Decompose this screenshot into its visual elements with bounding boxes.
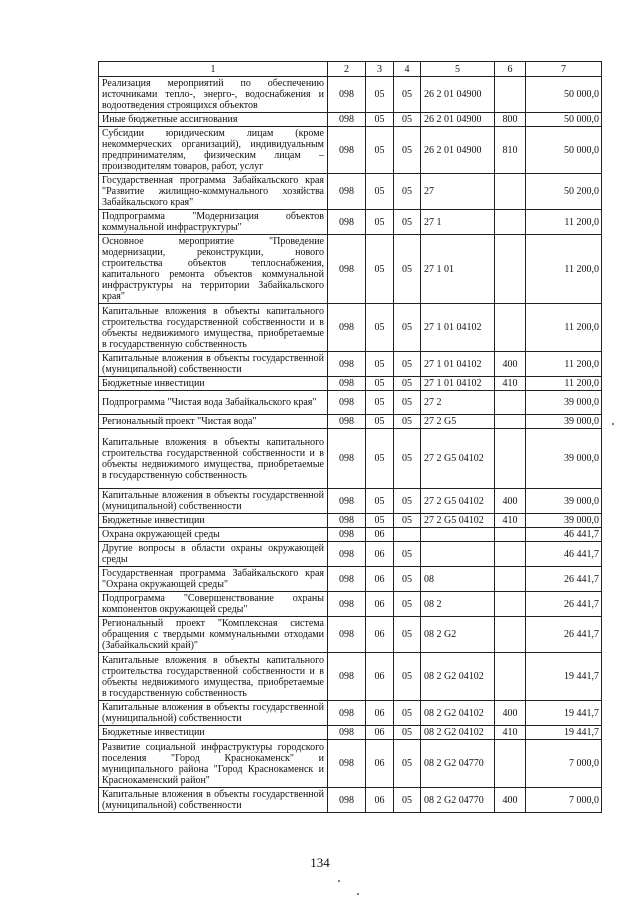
row-target-article-cell: 27 1 01 — [421, 235, 495, 304]
table-row — [99, 528, 602, 542]
row-target-article-cell: 27 — [421, 174, 495, 210]
row-name-cell: Капитальные вложения в объекты государственной (муниципальной) собственности — [99, 788, 328, 813]
row-section-cell: 05 — [366, 174, 394, 210]
row-expense-type-cell: 410 — [495, 514, 526, 528]
row-subsection-cell: 05 — [394, 127, 421, 174]
row-name-cell: Другие вопросы в области охраны окружающей среды — [99, 542, 328, 567]
table-row — [99, 210, 602, 235]
row-name-cell: Государственная программа Забайкальского края "Развитие жилищно-коммунального хозяйства Забайкальского края" — [99, 174, 328, 210]
row-subsection-cell: 05 — [394, 304, 421, 352]
row-target-article-cell: 08 2 G2 04102 — [421, 653, 495, 701]
row-section-cell: 05 — [366, 210, 394, 235]
row-expense-type-cell: 810 — [495, 127, 526, 174]
header-cell-7: 7 — [526, 62, 602, 77]
row-subsection-cell: 05 — [394, 592, 421, 617]
header-cell-5: 5 — [421, 62, 495, 77]
table-row — [99, 701, 602, 726]
row-code-admin-cell: 098 — [328, 113, 366, 127]
row-expense-type-cell — [495, 210, 526, 235]
row-subsection-cell: 05 — [394, 653, 421, 701]
row-target-article-cell: 27 2 G5 04102 — [421, 514, 495, 528]
row-amount-cell: 39 000,0 — [526, 489, 602, 514]
row-subsection-cell: 05 — [394, 567, 421, 592]
row-amount-cell: 26 441,7 — [526, 567, 602, 592]
row-target-article-cell: 27 1 01 04102 — [421, 352, 495, 377]
header-row — [99, 62, 602, 77]
row-name-cell: Субсидии юридическим лицам (кроме некоммерческих организаций), индивидуальным предпринимателям, физическим лицам – производителям товаров, работ, услуг — [99, 127, 328, 174]
table-row — [99, 113, 602, 127]
row-name-cell: Капитальные вложения в объекты государственной (муниципальной) собственности — [99, 701, 328, 726]
row-subsection-cell: 05 — [394, 377, 421, 391]
row-amount-cell: 50 000,0 — [526, 113, 602, 127]
row-amount-cell: 19 441,7 — [526, 701, 602, 726]
row-amount-cell: 7 000,0 — [526, 788, 602, 813]
row-target-article-cell: 08 2 G2 — [421, 617, 495, 653]
table-row — [99, 726, 602, 740]
row-code-admin-cell: 098 — [328, 567, 366, 592]
table-row — [99, 567, 602, 592]
row-target-article-cell: 08 2 G2 04102 — [421, 726, 495, 740]
row-target-article-cell: 27 1 — [421, 210, 495, 235]
row-code-admin-cell: 098 — [328, 77, 366, 113]
row-amount-cell: 39 000,0 — [526, 514, 602, 528]
row-section-cell: 06 — [366, 701, 394, 726]
row-section-cell: 06 — [366, 567, 394, 592]
row-amount-cell: 19 441,7 — [526, 726, 602, 740]
row-subsection-cell: 05 — [394, 174, 421, 210]
row-section-cell: 05 — [366, 415, 394, 429]
row-code-admin-cell: 098 — [328, 174, 366, 210]
row-expense-type-cell — [495, 391, 526, 415]
row-expense-type-cell — [495, 235, 526, 304]
row-code-admin-cell: 098 — [328, 542, 366, 567]
row-name-cell: Капитальные вложения в объекты капитального строительства государственной собственности и в объекты недвижимого имущества, приобретаемые в государственную собственность — [99, 429, 328, 489]
row-subsection-cell: 05 — [394, 235, 421, 304]
row-amount-cell: 7 000,0 — [526, 740, 602, 788]
row-target-article-cell: 08 2 G2 04102 — [421, 701, 495, 726]
row-subsection-cell: 05 — [394, 352, 421, 377]
row-name-cell: Иные бюджетные ассигнования — [99, 113, 328, 127]
row-amount-cell: 11 200,0 — [526, 210, 602, 235]
row-expense-type-cell — [495, 653, 526, 701]
row-expense-type-cell — [495, 592, 526, 617]
table-row — [99, 174, 602, 210]
row-expense-type-cell — [495, 174, 526, 210]
row-subsection-cell: 05 — [394, 415, 421, 429]
row-target-article-cell: 26 2 01 04900 — [421, 127, 495, 174]
row-name-cell: Капитальные вложения в объекты капитального строительства государственной собственности и в объекты недвижимого имущества, приобретаемые в государственную собственность — [99, 653, 328, 701]
row-amount-cell: 11 200,0 — [526, 304, 602, 352]
row-code-admin-cell: 098 — [328, 391, 366, 415]
table-row — [99, 127, 602, 174]
row-target-article-cell: 08 — [421, 567, 495, 592]
row-section-cell: 05 — [366, 235, 394, 304]
scan-speck — [338, 880, 340, 882]
table-row — [99, 788, 602, 813]
table-row — [99, 653, 602, 701]
row-section-cell: 05 — [366, 429, 394, 489]
row-section-cell: 05 — [366, 113, 394, 127]
scan-speck — [612, 423, 614, 425]
row-name-cell: Подпрограмма "Совершенствование охраны компонентов окружающей среды" — [99, 592, 328, 617]
table-row — [99, 304, 602, 352]
row-amount-cell: 39 000,0 — [526, 429, 602, 489]
row-subsection-cell: 05 — [394, 77, 421, 113]
row-subsection-cell — [394, 528, 421, 542]
row-amount-cell: 50 000,0 — [526, 127, 602, 174]
row-name-cell: Региональный проект "Чистая вода" — [99, 415, 328, 429]
row-expense-type-cell: 400 — [495, 788, 526, 813]
row-subsection-cell: 05 — [394, 210, 421, 235]
row-name-cell: Капитальные вложения в объекты государственной (муниципальной) собственности — [99, 489, 328, 514]
table-row — [99, 77, 602, 113]
row-section-cell: 05 — [366, 304, 394, 352]
row-code-admin-cell: 098 — [328, 235, 366, 304]
row-section-cell: 06 — [366, 617, 394, 653]
row-expense-type-cell: 400 — [495, 352, 526, 377]
row-code-admin-cell: 098 — [328, 514, 366, 528]
row-code-admin-cell: 098 — [328, 127, 366, 174]
row-name-cell: Бюджетные инвестиции — [99, 514, 328, 528]
row-section-cell: 05 — [366, 77, 394, 113]
row-name-cell: Основное мероприятие "Проведение модернизации, реконструкции, нового строительства объектов теплоснабжения, капитального ремонта объектов коммунальной инфраструктуры на территории Забайкальского края" — [99, 235, 328, 304]
row-section-cell: 06 — [366, 592, 394, 617]
table-row — [99, 391, 602, 415]
row-expense-type-cell — [495, 304, 526, 352]
row-subsection-cell: 05 — [394, 489, 421, 514]
row-target-article-cell: 27 2 G5 04102 — [421, 489, 495, 514]
row-section-cell: 06 — [366, 653, 394, 701]
row-amount-cell: 46 441,7 — [526, 528, 602, 542]
row-expense-type-cell — [495, 77, 526, 113]
row-target-article-cell: 26 2 01 04900 — [421, 113, 495, 127]
budget-table — [98, 61, 602, 813]
table-body — [99, 62, 602, 813]
table-row — [99, 235, 602, 304]
row-name-cell: Бюджетные инвестиции — [99, 377, 328, 391]
row-section-cell: 05 — [366, 489, 394, 514]
header-cell-1: 1 — [99, 62, 328, 77]
row-name-cell: Региональный проект "Комплексная система обращения с твердыми коммунальными отходами (Забайкальский край)" — [99, 617, 328, 653]
row-amount-cell: 50 000,0 — [526, 77, 602, 113]
table-row — [99, 415, 602, 429]
table-row — [99, 592, 602, 617]
row-code-admin-cell: 098 — [328, 592, 366, 617]
row-code-admin-cell: 098 — [328, 528, 366, 542]
table-row — [99, 617, 602, 653]
row-code-admin-cell: 098 — [328, 788, 366, 813]
row-amount-cell: 46 441,7 — [526, 542, 602, 567]
row-target-article-cell: 08 2 G2 04770 — [421, 788, 495, 813]
row-expense-type-cell — [495, 617, 526, 653]
row-amount-cell: 11 200,0 — [526, 235, 602, 304]
row-section-cell: 05 — [366, 127, 394, 174]
row-name-cell: Подпрограмма "Модернизация объектов коммунальной инфраструктуры" — [99, 210, 328, 235]
row-target-article-cell: 27 2 — [421, 391, 495, 415]
header-cell-2: 2 — [328, 62, 366, 77]
scan-speck — [357, 893, 359, 895]
row-section-cell: 05 — [366, 352, 394, 377]
row-target-article-cell: 26 2 01 04900 — [421, 77, 495, 113]
row-subsection-cell: 05 — [394, 113, 421, 127]
row-subsection-cell: 05 — [394, 617, 421, 653]
row-name-cell: Подпрограмма "Чистая вода Забайкальского края" — [99, 391, 328, 415]
row-amount-cell: 11 200,0 — [526, 352, 602, 377]
table-row — [99, 514, 602, 528]
row-amount-cell: 19 441,7 — [526, 653, 602, 701]
row-subsection-cell: 05 — [394, 788, 421, 813]
row-section-cell: 05 — [366, 391, 394, 415]
row-name-cell: Государственная программа Забайкальского края "Охрана окружающей среды" — [99, 567, 328, 592]
row-expense-type-cell: 400 — [495, 701, 526, 726]
header-cell-3: 3 — [366, 62, 394, 77]
header-cell-6: 6 — [495, 62, 526, 77]
row-code-admin-cell: 098 — [328, 352, 366, 377]
row-code-admin-cell: 098 — [328, 653, 366, 701]
row-section-cell: 05 — [366, 514, 394, 528]
row-subsection-cell: 05 — [394, 701, 421, 726]
row-target-article-cell: 27 1 01 04102 — [421, 377, 495, 391]
table-row — [99, 352, 602, 377]
row-subsection-cell: 05 — [394, 429, 421, 489]
row-expense-type-cell: 410 — [495, 377, 526, 391]
row-amount-cell: 26 441,7 — [526, 592, 602, 617]
header-cell-4: 4 — [394, 62, 421, 77]
row-expense-type-cell: 410 — [495, 726, 526, 740]
row-section-cell: 06 — [366, 542, 394, 567]
row-section-cell: 06 — [366, 740, 394, 788]
row-name-cell: Реализация мероприятий по обеспечению источниками тепло-, энерго-, водоснабжения и водоотведения строящихся объектов — [99, 77, 328, 113]
row-name-cell: Капитальные вложения в объекты капитального строительства государственной собственности и в объекты недвижимого имущества, приобретаемые в государственную собственность — [99, 304, 328, 352]
row-subsection-cell: 05 — [394, 391, 421, 415]
row-name-cell: Бюджетные инвестиции — [99, 726, 328, 740]
row-expense-type-cell — [495, 528, 526, 542]
row-expense-type-cell — [495, 567, 526, 592]
table-row — [99, 542, 602, 567]
row-subsection-cell: 05 — [394, 726, 421, 740]
row-amount-cell: 26 441,7 — [526, 617, 602, 653]
row-expense-type-cell — [495, 415, 526, 429]
table-row — [99, 377, 602, 391]
row-name-cell: Охрана окружающей среды — [99, 528, 328, 542]
row-subsection-cell: 05 — [394, 514, 421, 528]
row-code-admin-cell: 098 — [328, 701, 366, 726]
row-name-cell: Капитальные вложения в объекты государственной (муниципальной) собственности — [99, 352, 328, 377]
row-target-article-cell: 27 2 G5 04102 — [421, 429, 495, 489]
row-subsection-cell: 05 — [394, 542, 421, 567]
row-code-admin-cell: 098 — [328, 740, 366, 788]
row-code-admin-cell: 098 — [328, 415, 366, 429]
row-code-admin-cell: 098 — [328, 726, 366, 740]
row-section-cell: 05 — [366, 377, 394, 391]
row-expense-type-cell: 800 — [495, 113, 526, 127]
row-expense-type-cell — [495, 542, 526, 567]
row-section-cell: 06 — [366, 788, 394, 813]
page-number: 134 — [310, 855, 330, 870]
row-expense-type-cell — [495, 429, 526, 489]
row-target-article-cell: 27 1 01 04102 — [421, 304, 495, 352]
table-row — [99, 489, 602, 514]
row-subsection-cell: 05 — [394, 740, 421, 788]
row-target-article-cell: 08 2 G2 04770 — [421, 740, 495, 788]
row-code-admin-cell: 098 — [328, 489, 366, 514]
row-code-admin-cell: 098 — [328, 429, 366, 489]
row-code-admin-cell: 098 — [328, 377, 366, 391]
row-code-admin-cell: 098 — [328, 617, 366, 653]
row-target-article-cell: 08 2 — [421, 592, 495, 617]
table-row — [99, 429, 602, 489]
row-code-admin-cell: 098 — [328, 210, 366, 235]
row-amount-cell: 39 000,0 — [526, 415, 602, 429]
row-amount-cell: 11 200,0 — [526, 377, 602, 391]
row-target-article-cell: 27 2 G5 — [421, 415, 495, 429]
row-section-cell: 06 — [366, 528, 394, 542]
row-amount-cell: 50 200,0 — [526, 174, 602, 210]
row-code-admin-cell: 098 — [328, 304, 366, 352]
row-target-article-cell — [421, 528, 495, 542]
row-expense-type-cell: 400 — [495, 489, 526, 514]
row-amount-cell: 39 000,0 — [526, 391, 602, 415]
row-expense-type-cell — [495, 740, 526, 788]
table-row — [99, 740, 602, 788]
row-name-cell: Развитие социальной инфраструктуры городского поселения "Город Краснокаменск" и муниципального района "Город Краснокаменск и Краснокаменский район" — [99, 740, 328, 788]
row-section-cell: 06 — [366, 726, 394, 740]
row-target-article-cell — [421, 542, 495, 567]
